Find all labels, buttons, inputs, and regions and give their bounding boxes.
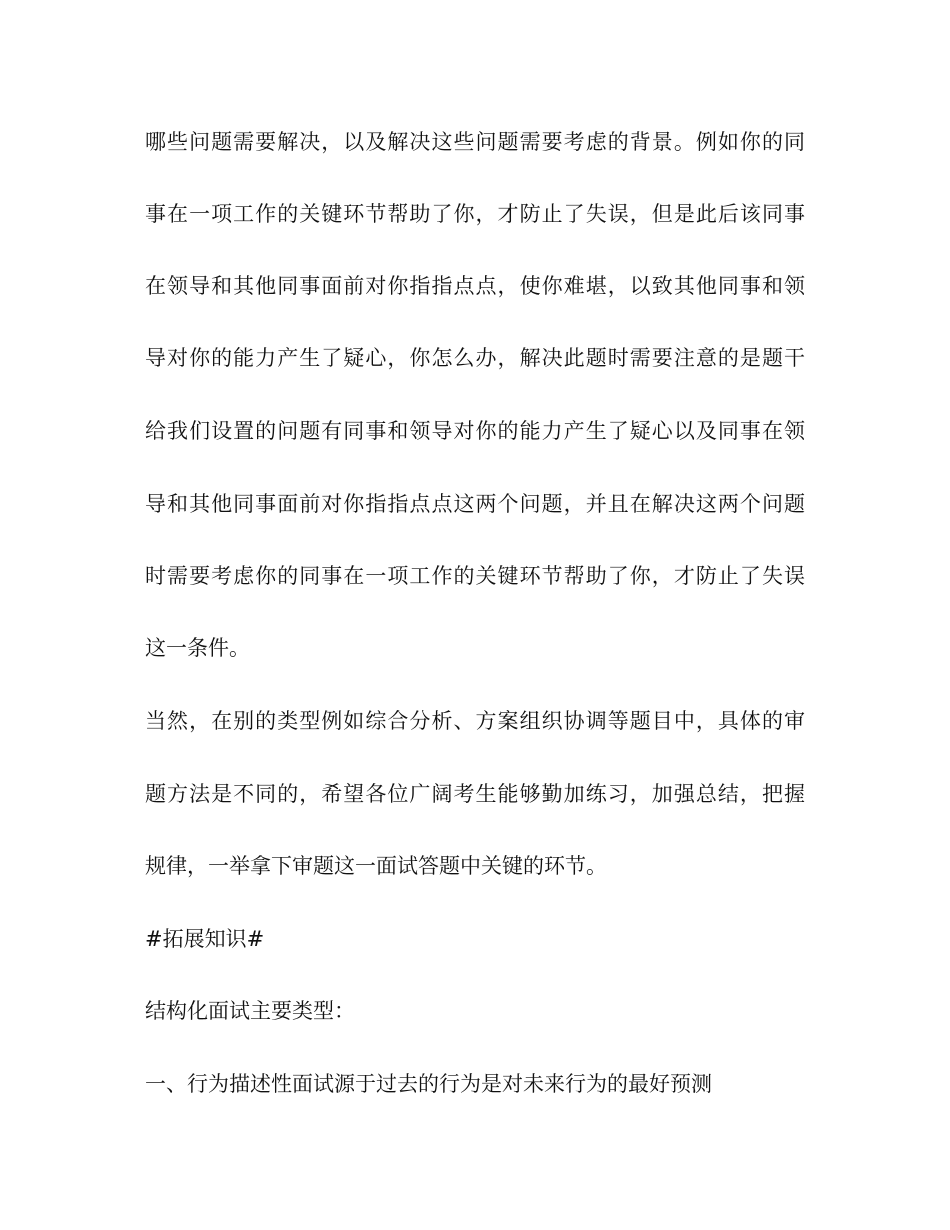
text-line: 这一条件。 [145, 636, 250, 660]
text-line: 规律，一举拿下审题这一面试答题中关键的环节。 [145, 854, 607, 878]
text-line: 导和其他同事面前对你指指点点这两个问题，并且在解决这两个问题 [145, 492, 805, 516]
text-line: 时需要考虑你的同事在一项工作的关键环节帮助了你，才防止了失误 [145, 564, 805, 588]
text-line: 结构化面试主要类型： [145, 999, 355, 1023]
text-line: 哪些问题需要解决，以及解决这些问题需要考虑的背景。例如你的同 [145, 130, 805, 154]
text-line: 在领导和其他同事面前对你指指点点，使你难堪，以致其他同事和领 [145, 274, 805, 298]
text-line: 导对你的能力产生了疑心，你怎么办，解决此题时需要注意的是题干 [145, 346, 805, 370]
text-line: 题方法是不同的，希望各位广阔考生能够勤加练习，加强总结，把握 [145, 782, 805, 806]
section-heading: #拓展知识# [145, 927, 265, 951]
text-line: 给我们设置的问题有同事和领导对你的能力产生了疑心以及同事在领 [145, 419, 805, 443]
text-line: 事在一项工作的关键环节帮助了你，才防止了失误，但是此后该同事 [145, 202, 805, 226]
text-line: 一、行为描述性面试源于过去的行为是对未来行为的最好预测 [145, 1072, 712, 1096]
text-line: 当然，在别的类型例如综合分析、方案组织协调等题目中，具体的审 [145, 709, 805, 733]
